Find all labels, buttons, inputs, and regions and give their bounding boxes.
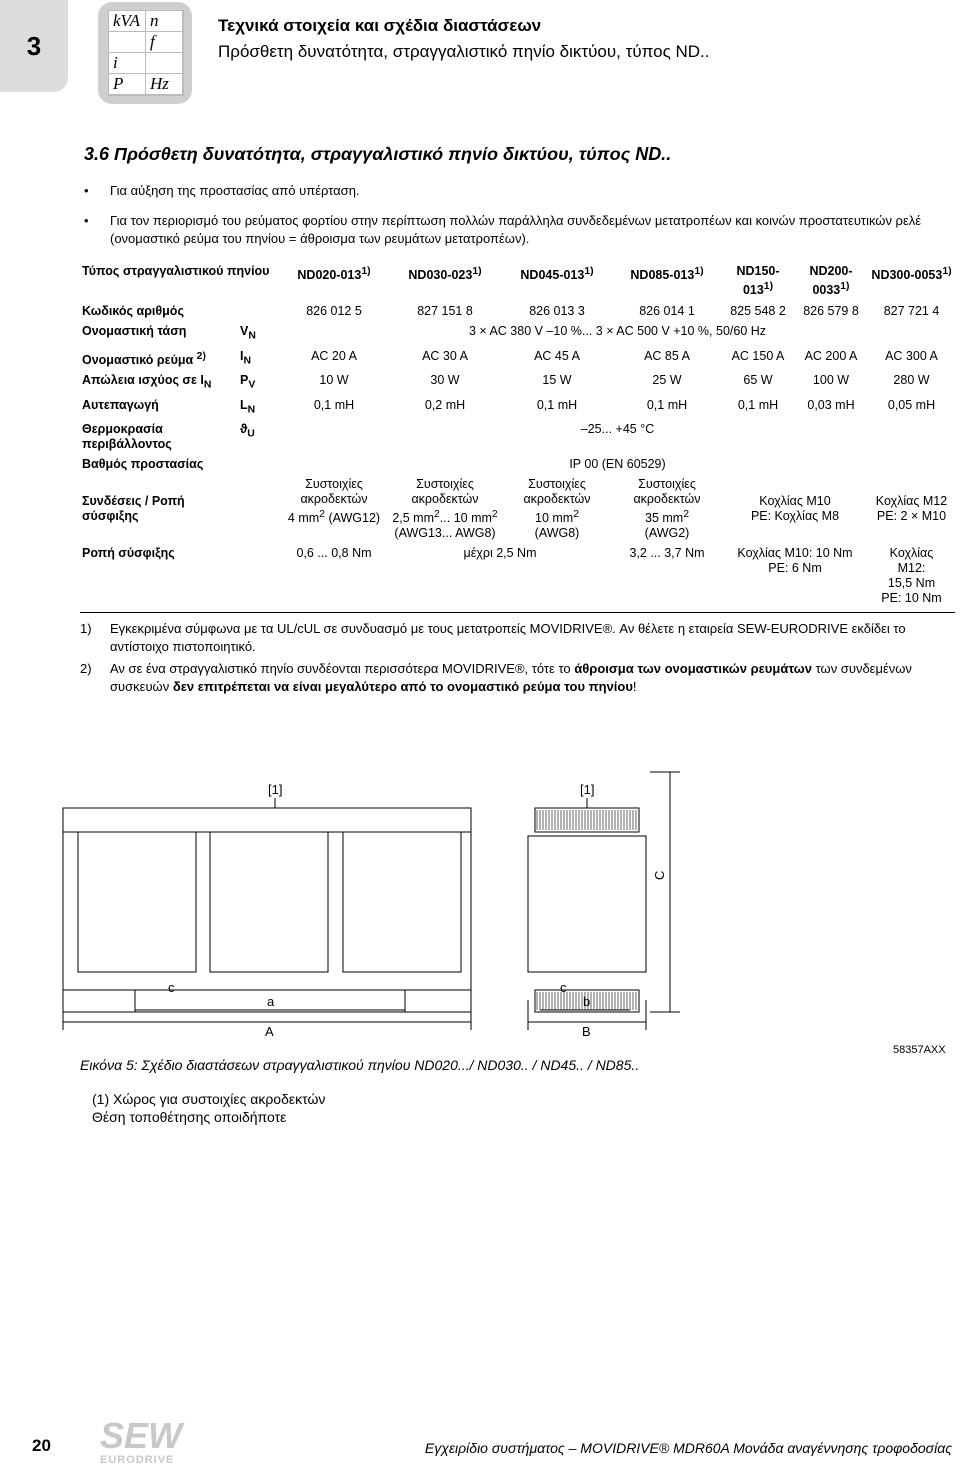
type-cell: ND085-013$^{1)}$ <box>630 266 704 283</box>
dim-label: B <box>582 1024 591 1039</box>
chapter-number: 3 <box>0 0 68 92</box>
logo-cell: kVA <box>109 11 146 32</box>
table-cell: 15 W <box>542 373 572 388</box>
table-cell: AC 300 A <box>885 348 938 363</box>
row-symbol: $L_N$ <box>240 397 256 416</box>
table-cell: Συστοιχίες ακροδεκτών 4 $mm^2$ (AWG12) <box>287 477 381 526</box>
coil-1 <box>78 832 196 972</box>
row-label: Αυτεπαγωγή <box>82 397 159 412</box>
table-cell: AC 20 A <box>311 348 357 363</box>
coil-3 <box>343 832 461 972</box>
table-row <box>80 395 955 420</box>
table-cell: IP 00 (EN 60529) <box>569 457 666 472</box>
table-row <box>80 544 955 609</box>
table-cell: Κοχλίας M12: 15,5 Nm PE: 10 Nm <box>881 546 942 606</box>
table-row <box>80 302 955 322</box>
type-cell: ND045-013$^{1)}$ <box>520 266 594 283</box>
dimension-drawing <box>0 760 960 1040</box>
table-divider <box>80 612 955 613</box>
table-header-row <box>80 262 955 302</box>
row-symbol: $P_V$ <box>240 373 256 391</box>
table-cell: 3 × AC 380 V –10 %... 3 × AC 500 V +10 %, 50/60 Hz <box>468 324 767 339</box>
table-row <box>80 420 955 455</box>
row-label: Ροπή σύσφιξης <box>82 546 175 561</box>
dim-label: c <box>560 980 567 995</box>
table-cell: 25 W <box>652 373 682 388</box>
table-cell: 10 W <box>319 373 349 388</box>
terminal-label: [1] <box>268 782 283 797</box>
dim-label: c <box>168 980 175 995</box>
table-cell: 827 721 4 <box>883 304 940 319</box>
table-cell: 280 W <box>893 373 930 388</box>
sew-logo: SEW EURODRIVE <box>100 1415 183 1466</box>
table-cell: AC 45 A <box>534 348 580 363</box>
table-cell: Συστοιχίες ακροδεκτών 35 $mm^2$ (AWG2) <box>633 477 701 541</box>
table-cell: Κοχλίας M10 PE: Κοχλίας M8 <box>750 494 840 524</box>
table-cell: 0,2 mH <box>424 397 466 412</box>
bullet-item: • Για τον περιορισμό του ρεύματος φορτίου στην περίπτωση πολλών παράλληλα συνδεδεμένων μετατροπέων και κοινών προστατευτικών ρελέ (ονομαστικό ρεύμα του πηνίου = άθροισμα των ρευμάτων μετατροπέων). <box>84 212 954 248</box>
table-cell: 30 W <box>430 373 460 388</box>
table-cell: Κοχλίας M10: 10 Nm PE: 6 Nm <box>737 546 853 576</box>
table-cell: 0,05 mH <box>887 397 936 412</box>
logo-cell: Hz <box>146 74 183 95</box>
legend-line: (1) Χώρος για συστοιχίες ακροδεκτών <box>92 1091 326 1107</box>
row-label: Θερμοκρασία περιβάλλοντος <box>82 422 172 452</box>
type-cell: ND150-013$^{1)}$ <box>736 264 780 298</box>
type-label: Τύπος στραγγαλιστικού πηνίου <box>82 264 270 278</box>
table-cell: 827 151 8 <box>417 304 473 319</box>
table-cell: 0,1 mH <box>313 397 355 412</box>
table-cell: AC 150 A <box>731 348 785 363</box>
header-title: Τεχνικά στοιχεία και σχέδια διαστάσεων <box>218 16 542 35</box>
logo-cell: i <box>109 53 146 74</box>
table-cell: 0,6 ... 0,8 Nm <box>296 546 372 561</box>
table-cell: 0,1 mH <box>646 397 688 412</box>
table-cell: 826 579 8 <box>803 304 859 319</box>
page-number: 20 <box>32 1436 51 1455</box>
coil-side <box>528 836 646 972</box>
row-symbol: $I_N$ <box>240 348 251 367</box>
spec-table <box>80 262 955 609</box>
table-cell: 826 013 3 <box>529 304 585 319</box>
logo-cell <box>109 32 146 53</box>
table-row <box>80 455 955 475</box>
table-cell: Συστοιχίες ακροδεκτών 10 $mm^2$ (AWG8) <box>523 477 591 541</box>
footnote: 2) Αν σε ένα στραγγαλιστικό πηνίο συνδέονται περισσότερα MOVIDRIVE®, τότε το άθροισμα των ονομαστικών ρευμάτων των συνδεμένων συσκευών δεν επιτρέπεται να είναι μεγαλύτερο από το ονομαστικό ρεύμα του πηνίου! <box>80 661 912 694</box>
logo-cell: P <box>109 74 146 95</box>
type-cell: ND300-0053$^{1)}$ <box>871 266 952 283</box>
footnote: 1) Εγκεκριμένα σύμφωνα με τα UL/cUL σε συνδυασμό με τους μετατροπείς MOVIDRIVE®. Αν θέλετε η εταιρεία SEW-EURODRIVE εκδίδει το αντίστοιχο πιστοποιητικό. <box>80 621 906 654</box>
table-cell: 826 014 1 <box>639 304 695 319</box>
dim-label: A <box>265 1024 274 1039</box>
table-row <box>80 322 955 347</box>
table-cell: 0,1 mH <box>536 397 578 412</box>
table-cell: AC 85 A <box>644 348 690 363</box>
table-cell: 3,2 ... 3,7 Nm <box>629 546 705 561</box>
row-label: Ονομαστική τάση <box>82 324 187 339</box>
chapter-logo <box>98 2 192 104</box>
row-label: Κωδικός αριθμός <box>82 304 184 319</box>
dim-label: b <box>583 994 591 1009</box>
row-label: Συνδέσεις / Ροπή σύσφιξης <box>82 494 185 524</box>
table-cell: AC 30 A <box>422 348 468 363</box>
table-cell: μέχρι 2,5 Nm <box>463 546 537 561</box>
logo-cell: n <box>146 11 183 32</box>
table-cell: 65 W <box>743 373 773 388</box>
logo-cell: f <box>146 32 183 53</box>
header-subtitle: Πρόσθετη δυνατότητα, στραγγαλιστικό πηνίο δικτύου, τύπος ND.. <box>218 42 710 61</box>
footer-text: Εγχειρίδιο συστήματος – MOVIDRIVE® MDR60A Μονάδα αναγέννησης τροφοδοσίας <box>424 1440 952 1456</box>
table-cell: 0,1 mH <box>737 397 779 412</box>
table-cell: AC 200 A <box>804 348 858 363</box>
table-cell: Κοχλίας M12 PE: 2 × M10 <box>875 494 948 524</box>
bullet-item: • Για αύξηση της προστασίας από υπέρταση. <box>84 182 954 200</box>
row-label: Απώλεια ισχύος σε $I_N$ <box>82 373 212 391</box>
row-symbol: $V_N$ <box>240 324 256 342</box>
section-title: 3.6 Πρόσθετη δυνατότητα, στραγγαλιστικό πηνίο δικτύου, τύπος ND.. <box>84 144 672 164</box>
coil-2 <box>210 832 328 972</box>
table-cell: 826 012 5 <box>306 304 362 319</box>
figure-legend <box>92 1090 325 1126</box>
figure-caption: Εικόνα 5: Σχέδιο διαστάσεων στραγγαλιστικού πηνίου ND020.../ ND030.. / ND45.. / ND85.. <box>80 1057 640 1073</box>
table-cell: –25... +45 °C <box>580 422 655 437</box>
table-cell: 825 548 2 <box>730 304 786 319</box>
row-label: Βαθμός προστασίας <box>82 457 204 472</box>
table-row <box>80 371 955 396</box>
row-label: Ονομαστικό ρεύμα $^{2)}$ <box>82 350 206 367</box>
table-cell: Συστοιχίες ακροδεκτών 2,5 $mm^2$... 10 $mm^2$ (AWG13... AWG8) <box>392 477 498 541</box>
legend-line: Θέση τοποθέτησης οποιδήποτε <box>92 1109 287 1125</box>
dim-label: a <box>267 994 275 1009</box>
logo-cell <box>146 53 183 74</box>
dim-label: C <box>652 870 667 880</box>
terminal-label: [1] <box>580 782 595 797</box>
table-row <box>80 346 955 371</box>
figure-code: 58357AXX <box>893 1044 946 1056</box>
table-cell: 0,03 mH <box>807 397 855 412</box>
type-cell: ND200-0033$^{1)}$ <box>809 264 853 298</box>
row-symbol: $ϑ_U$ <box>240 422 255 440</box>
table-row <box>80 475 955 544</box>
table-cell: 100 W <box>812 373 850 388</box>
type-cell: ND020-013$^{1)}$ <box>297 266 371 283</box>
type-cell: ND030-023$^{1)}$ <box>408 266 482 283</box>
